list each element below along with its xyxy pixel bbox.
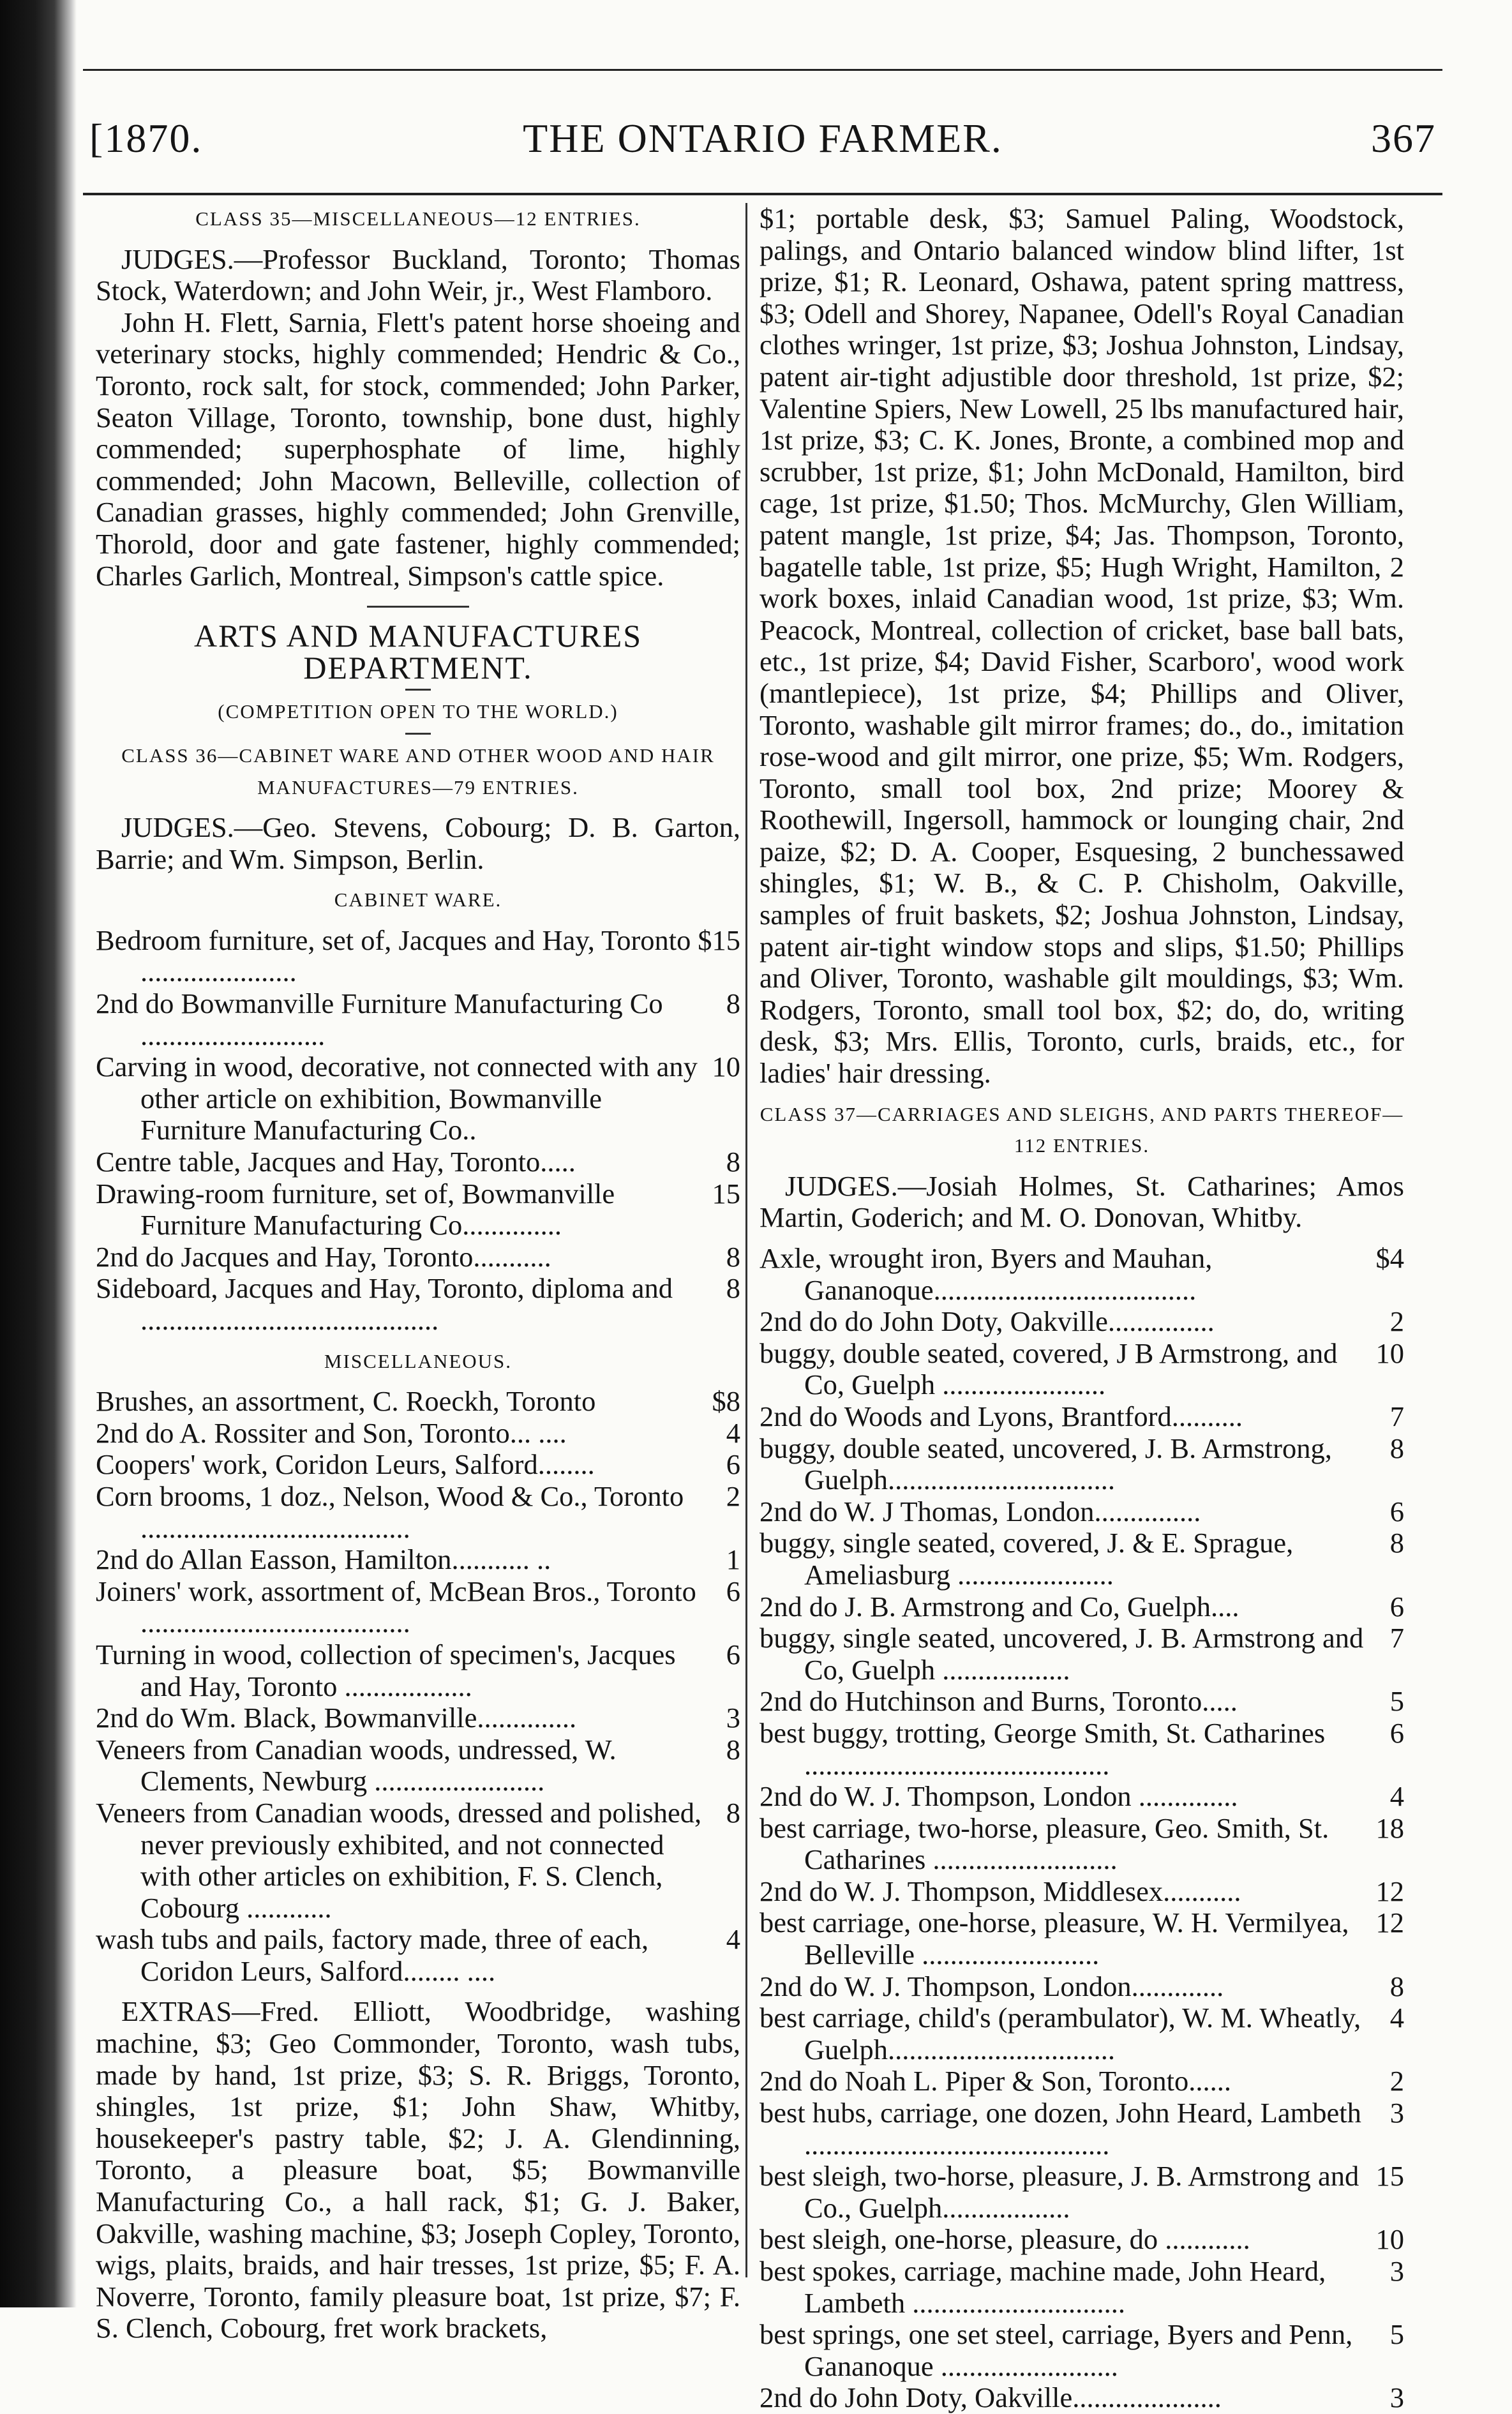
department-subheading: (COMPETITION OPEN TO THE WORLD.) [218, 700, 618, 723]
list-item: best carriage, two-horse, pleasure, Geo. Smith, St. Catharines .......................... 18 [760, 1811, 1404, 1876]
top-border-line [83, 69, 1442, 71]
list-item: 2nd do W. J. Thompson, London............. 8 [760, 1970, 1404, 2002]
list-item: 2nd do W. J Thomas, London............... 6 [760, 1495, 1404, 1527]
header-year: [1870. [89, 116, 203, 161]
list-item: Corn brooms, 1 doz., Nelson, Wood & Co., Toronto ...................................... 2 [96, 1480, 740, 1544]
list-item: wash tubs and pails, factory made, three of each, Coridon Leurs, Salford........ .... 4 [96, 1923, 740, 1987]
list-item: 2nd do W. J. Thompson, London .............. 4 [760, 1780, 1404, 1813]
class37-heading: CLASS 37—CARRIAGES AND SLEIGHS, AND PARTS THEREOF—112 ENTRIES. [760, 1102, 1404, 1157]
class36-heading: CLASS 36—CABINET WARE AND OTHER WOOD AND HAIR MANUFACTURES—79 ENTRIES. [121, 744, 715, 798]
list-item: 2nd do Woods and Lyons, Brantford.......... 7 [760, 1400, 1404, 1432]
column-divider [745, 203, 747, 2277]
list-item: Sideboard, Jacques and Hay, Toronto, diploma and .......................................... 8 [96, 1272, 740, 1336]
list-item: 2nd do W. J. Thompson, Middlesex........... 12 [760, 1875, 1404, 1907]
list-item: best carriage, one-horse, pleasure, W. H. Vermilyea, Belleville ......................... 12 [760, 1907, 1404, 1971]
list-item: Bedroom furniture, set of, Jacques and Hay, Toronto ...................... $15 [96, 924, 740, 988]
right-column [760, 203, 1404, 2414]
page-header [83, 115, 1442, 185]
class36-judges: JUDGES.—Geo. Stevens, Cobourg; D. B. Garton, Barrie; and Wm. Simpson, Berlin. [96, 811, 740, 875]
list-item: 2nd do Allan Easson, Hamilton........... .. 1 [96, 1543, 740, 1576]
list-item: best buggy, trotting, George Smith, St. Catharines ........................................... 6 [760, 1716, 1404, 1781]
list-item: best sleigh, one-horse, pleasure, do ............ 10 [760, 2223, 1404, 2256]
list-item: best sleigh, two-horse, pleasure, J. B. Armstrong and Co., Guelph.................. 15 [760, 2160, 1404, 2224]
newspaper-page [83, 45, 1442, 2414]
list-item: Coopers' work, Coridon Leurs, Salford........ 6 [96, 1448, 740, 1481]
miscellaneous-heading: MISCELLANEOUS. [324, 1349, 513, 1372]
cabinet-ware-list [96, 925, 740, 1337]
extras-continued: $1; portable desk, $3; Samuel Paling, Woodstock, palings, and Ontario balanced window blind lifter, 1st prize, $1; R. Leonard, Oshawa, patent spring mattress, $3; Odell and Shorey, Napanee, Odell's Royal Canadian clothes wringer, 1st prize, $3; Joshua Johnston, Lindsay, patent air-tight adjustible door threshold, 1st prize, $2; Valentine Spiers, New Lowell, 25 lbs manufactured hair, 1st prize, $3; C. K. Jones, Bronte, a combined mop and scrubber, 1st prize, $1; John McDonald, Hamilton, bird cage, 1st prize, $1.50; Thos. McMurchy, Glen William, patent mangle, 1st prize, $4; Jas. Thompson, Toronto, bagatelle table, 1st prize, $5; Hugh Wright, Hamilton, 2 work boxes, inlaid Canadian wood, 1st prize, $3; Wm. Peacock, Montreal, collection of cricket, base ball bats, etc., 1st prize, $4; David Fisher, Scarboro', wood work (mantlepiece), 1st prize, $4; Phillips and Oliver, Toronto, washable gilt mirror frames; do., do., imitation rose-wood and gilt mirror, one prize, $5; Wm. Rodgers, Toronto, small tool box, 2nd prize; Moorey & Roothewill, Ingersoll, hammock or lounging chair, 2nd paize, $2; D. A. Cooper, Esquesing, 2 bunchessawed shingles, $1; W. B., & C. P. Chisholm, Oakville, samples of fruit baskets, $2; Joshua Johnston, Lindsay, patent air-tight window stops and slips, $1.50; Phillips and Oliver, Toronto, washable gilt mouldings, $3; Wm. Rodgers, Toronto, small tool box, $2; do, do, writing desk, $3; Mrs. Ellis, Toronto, curls, braids, etc., for ladies' hair dressing. [760, 202, 1404, 1090]
list-item: Veneers from Canadian woods, dressed and polished, never previously exhibited, and not connected with other articles on exhibition, F. S. Clench, Cobourg ............ 8 [96, 1796, 740, 1924]
extras-paragraph: EXTRAS—Fred. Elliott, Woodbridge, washing machine, $3; Geo Commonder, Toronto, wash tubs, made by hand, 1st prize, $3; S. R. Briggs, Toronto, shingles, 1st prize, $1; John Shaw, Whitby, housekeeper's pastry table, $2; J. A. Glendinning, Toronto, a pleasure boat, $5; Bowmanville Manufacturing Co., a hall rack, $1; G. J. Baker, Oakville, washing machine, $3; Joseph Copley, Toronto, wigs, plaits, braids, and hair tresses, 1st prize, $5; F. A. Noverre, Toronto, family pleasure boat, 1st prize, $7; F. S. Clench, Cobourg, fret work brackets, [96, 1995, 740, 2344]
list-item: Turning in wood, collection of specimen's, Jacques and Hay, Toronto .................. 6 [96, 1638, 740, 1702]
list-item: best hubs, carriage, one dozen, John Heard, Lambeth ........................................... 3 [760, 2097, 1404, 2161]
header-title: THE ONTARIO FARMER. [523, 116, 1003, 161]
list-item: Drawing-room furniture, set of, Bowmanville Furniture Manufacturing Co.............. 15 [96, 1177, 740, 1241]
list-item: 2nd do J. B. Armstrong and Co, Guelph.... 6 [760, 1590, 1404, 1623]
class35-heading: CLASS 35—MISCELLANEOUS—12 ENTRIES. [195, 207, 641, 230]
cabinet-ware-heading: CABINET WARE. [334, 888, 502, 911]
list-item: 2nd do Noah L. Piper & Son, Toronto...... 2 [760, 2065, 1404, 2097]
list-item: best carriage, child's (perambulator), W. M. Wheatly, Guelph................................ 4 [760, 2002, 1404, 2065]
miscellaneous-list [96, 1386, 740, 1987]
list-item: 2nd do Wm. Black, Bowmanville.............. 3 [96, 1702, 740, 1734]
list-item: buggy, double seated, covered, J B Armstrong, and Co, Guelph ....................... 10 [760, 1337, 1404, 1401]
list-item: Veneers from Canadian woods, undressed, W. Clements, Newburg ........................ 8 [96, 1733, 740, 1797]
list-item: buggy, single seated, uncovered, J. B. Armstrong and Co, Guelph .................. 7 [760, 1622, 1404, 1686]
header-page-number: 367 [1371, 116, 1436, 161]
class37-list [760, 1243, 1404, 2414]
list-item: buggy, double seated, uncovered, J. B. Armstrong, Guelph................................ 8 [760, 1432, 1404, 1496]
dash-separator [405, 689, 431, 691]
list-item: Axle, wrought iron, Byers and Mauhan, Gananoque..................................... $4 [760, 1242, 1404, 1306]
section-separator [367, 606, 469, 608]
list-item: buggy, single seated, covered, J. & E. Sprague, Ameliasburg ...................... 8 [760, 1527, 1404, 1591]
class37-judges: JUDGES.—Josiah Holmes, St. Catharines; Amos Martin, Goderich; and M. O. Donovan, Whitby. [760, 1169, 1404, 1234]
department-heading: ARTS AND MANUFACTURES DEPARTMENT. [193, 618, 643, 686]
book-binding-shadow [0, 0, 77, 2307]
list-item: Joiners' work, assortment of, McBean Bros., Toronto ...................................... 6 [96, 1575, 740, 1639]
list-item: best spokes, carriage, machine made, John Heard, Lambeth .............................. 3 [760, 2255, 1404, 2319]
header-rule [83, 193, 1442, 195]
list-item: Centre table, Jacques and Hay, Toronto..... 8 [96, 1146, 740, 1178]
list-item: 2nd do A. Rossiter and Son, Toronto... .... 4 [96, 1416, 740, 1449]
left-column [96, 203, 740, 2344]
class35-judges: JUDGES.—Professor Buckland, Toronto; Thomas Stock, Waterdown; and John Weir, jr., West Flamboro. [96, 243, 740, 307]
list-item: 2nd do Jacques and Hay, Toronto........... 8 [96, 1240, 740, 1273]
list-item: 2nd do Bowmanville Furniture Manufacturing Co .......................... 8 [96, 987, 740, 1051]
list-item: best springs, one set steel, carriage, Byers and Penn, Gananoque ......................... 5 [760, 2318, 1404, 2382]
class35-awards: John H. Flett, Sarnia, Flett's patent horse shoeing and veterinary stocks, highly commended; Hendric & Co., Toronto, rock salt, for stock, commended; John Parker, Seaton Village, Toronto, township, bone dust, highly commended; superphosphate of lime, highly commended; John Macown, Belleville, collection of Canadian grasses, highly commended; John Grenville, Thorold, door and gate fastener, highly commended; Charles Garlich, Montreal, Simpson's cattle spice. [96, 306, 740, 592]
list-item: Brushes, an assortment, C. Roeckh, Toronto $8 [96, 1385, 740, 1418]
list-item: 2nd do Hutchinson and Burns, Toronto..... 5 [760, 1685, 1404, 1718]
dash-separator [405, 733, 431, 735]
list-item: Carving in wood, decorative, not connected with any other article on exhibition, Bowmanville Furniture Manufacturing Co.. 10 [96, 1051, 740, 1146]
list-item: 2nd do do John Doty, Oakville............... 2 [760, 1305, 1404, 1338]
list-item: 2nd do John Doty, Oakville..................... 3 [760, 2381, 1404, 2414]
